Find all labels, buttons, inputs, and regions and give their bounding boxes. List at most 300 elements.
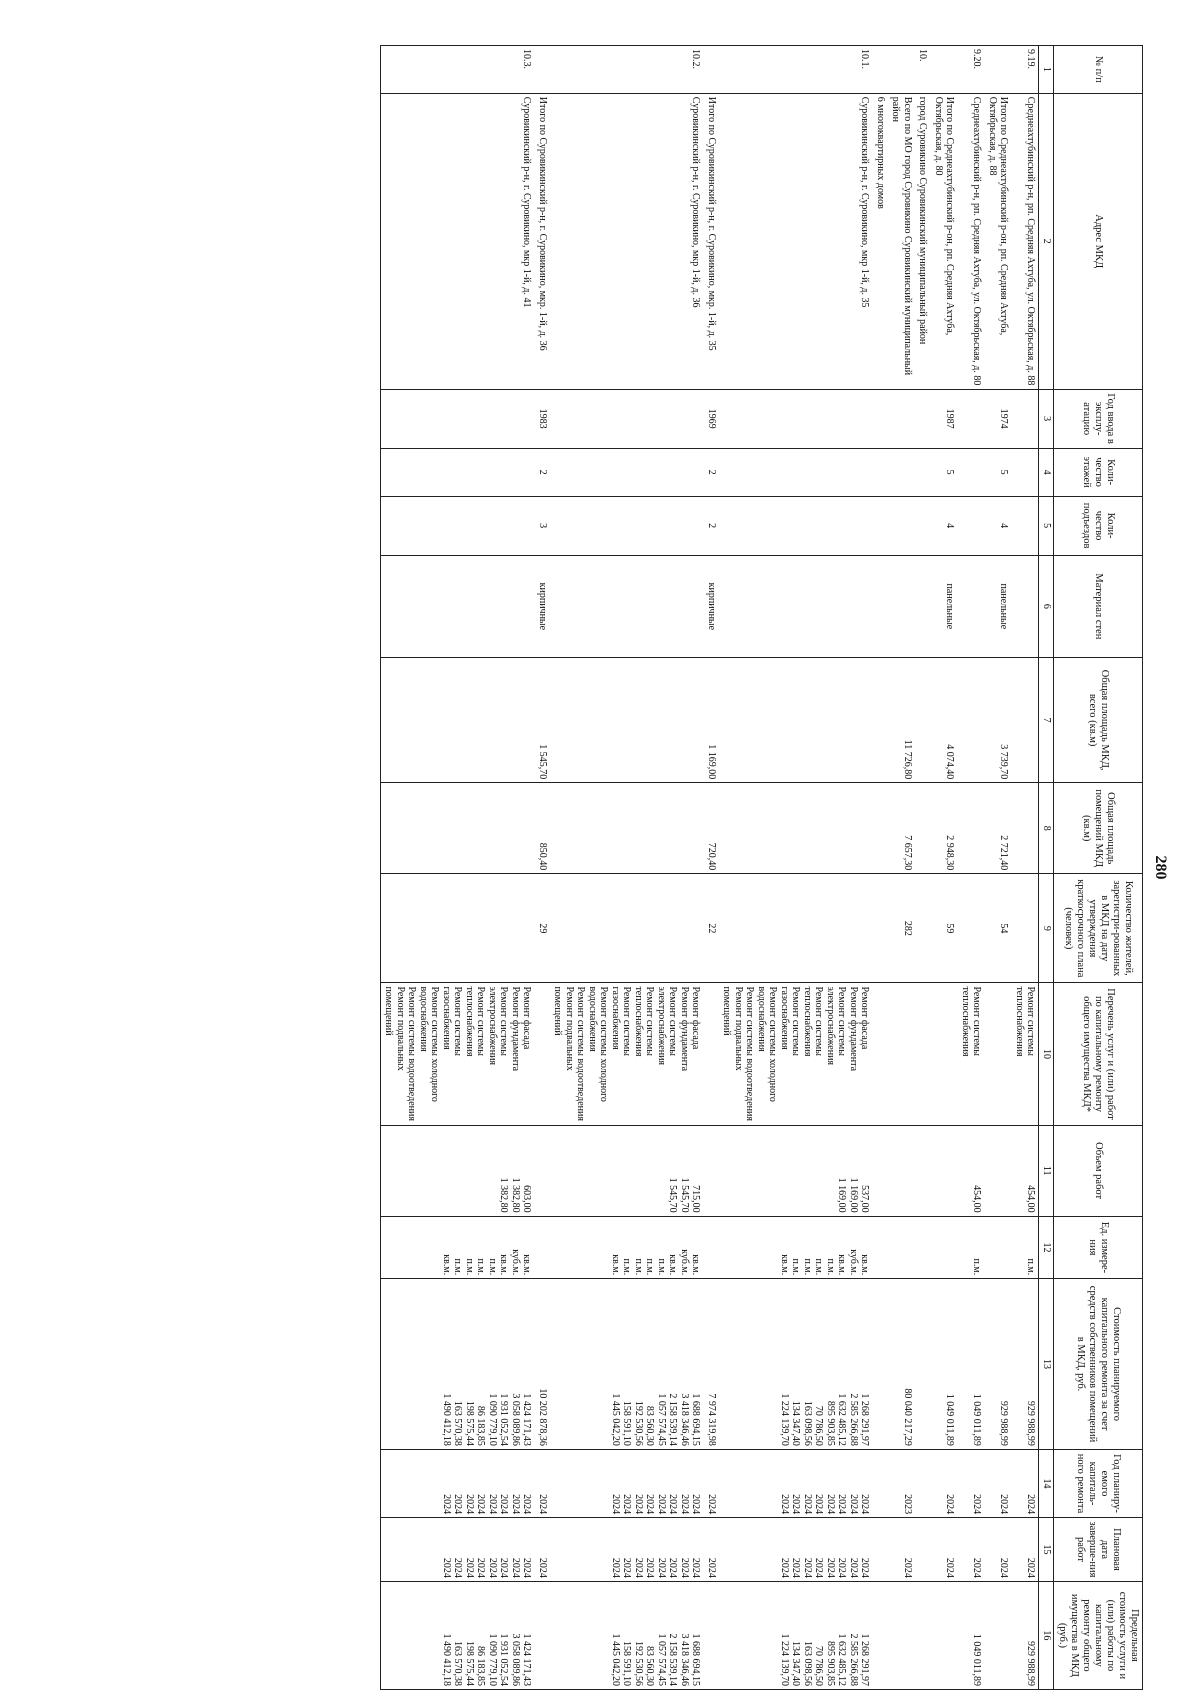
limit-cost-cell: [380, 1581, 534, 1689]
address-cell: Среднеахтубинский р-н, рп. Средняя Ахтуба, ул. Октябрьская, д. 80: [957, 93, 984, 389]
limit-cost-cell-line: 1 931 052,54: [498, 1633, 510, 1686]
row-number: 10.2.: [550, 46, 704, 94]
residents-cell: 54: [984, 874, 1011, 983]
floors-cell: [957, 448, 984, 496]
volume-cell-line: [463, 1129, 475, 1213]
volume-cell: [872, 1125, 888, 1216]
column-header-9: Количество жителей, зарегистри-рованных в МКД на дату утверждения краткосрочного плана (человек): [1053, 874, 1142, 983]
works-cell-line: Ремонт фасада: [690, 986, 702, 1050]
floors-cell: [915, 448, 931, 496]
entrances-cell: [719, 496, 873, 555]
volume-cell-line: 1 382,80: [509, 1177, 521, 1213]
completion-date-cell: [915, 1518, 931, 1582]
table-row: [915, 46, 931, 1690]
works-cell-line: Ремонт фундамента: [509, 986, 521, 1072]
unit-cell-line: кв.м.: [778, 1254, 790, 1276]
entrances-cell: 3: [534, 496, 550, 555]
repair-year-cell-line: 2024: [790, 1494, 802, 1515]
total-area-cell: [957, 658, 984, 783]
wall-material-cell: кирпичные: [534, 555, 550, 657]
volume-cell-line: [475, 1129, 487, 1213]
row-number: 9.20.: [957, 46, 984, 94]
column-header-11: Объем работ: [1053, 1125, 1142, 1216]
cost-cell-line: 70 786,50: [813, 1405, 825, 1446]
table-row: [984, 46, 1011, 1690]
residents-cell: [1011, 874, 1039, 983]
limit-cost-cell: [930, 1581, 957, 1689]
repair-year-cell-line: 2024: [475, 1494, 487, 1515]
works-cell: [550, 983, 704, 1125]
table-row: [703, 46, 719, 1690]
column-number-14: 14: [1039, 1449, 1054, 1517]
row-number: 10.3.: [380, 46, 534, 94]
address-cell: Суровикинский р-н, г. Суровикино, мкр 1-й, д. 35: [719, 93, 873, 389]
unit-cell-line: п.м.: [632, 1258, 644, 1276]
works-cell-line: Ремонт фундамента: [678, 986, 690, 1072]
completion-date-cell-line: 2024: [509, 1557, 521, 1578]
completion-date-cell-line: 2024: [971, 1557, 983, 1578]
works-cell-line: Ремонт системы теплоснабжения: [801, 986, 825, 1057]
repair-year-cell-line: 2024: [690, 1494, 702, 1515]
limit-cost-cell-line: 3 058 089,86: [509, 1633, 521, 1686]
table-body: [380, 46, 1039, 1690]
unit-cell-line: п.м.: [644, 1258, 656, 1276]
cost-cell-line: 3 418 346,46: [678, 1393, 690, 1446]
completion-date-cell: [719, 1518, 873, 1582]
volume-cell: [984, 1125, 1011, 1216]
cost-cell-line: 1 049 011,89: [971, 1393, 983, 1446]
row-number: [703, 46, 719, 94]
column-number-9: 9: [1039, 874, 1054, 983]
repair-year-cell-line: 2024: [667, 1494, 679, 1515]
works-cell: [984, 983, 1011, 1125]
total-area-cell: 3 739,70: [984, 658, 1011, 783]
page-number: 280: [1152, 855, 1169, 880]
rooms-area-cell: [915, 783, 931, 874]
total-area-cell: [719, 658, 873, 783]
cost-cell: [888, 1279, 915, 1450]
unit-cell-line: п.м.: [475, 1258, 487, 1276]
cost-cell-line: 1 057 574,45: [655, 1393, 667, 1446]
total-area-cell: [915, 658, 931, 783]
cost-cell: [534, 1279, 550, 1450]
unit-cell: [957, 1216, 984, 1279]
column-header-2: Адрес МКД: [1053, 93, 1142, 389]
unit-cell-line: п.м.: [824, 1258, 836, 1276]
table-row: [719, 46, 873, 1690]
cost-cell-line: 2 585 266,88: [847, 1393, 859, 1446]
column-number-7: 7: [1039, 658, 1054, 783]
residents-cell: [719, 874, 873, 983]
total-area-cell: 1 545,70: [534, 658, 550, 783]
works-cell-line: Ремонт фундамента: [847, 986, 859, 1072]
works-cell: [703, 983, 719, 1125]
year-built-cell: 1969: [703, 389, 719, 448]
cost-cell-line: 7 974 319,98: [705, 1393, 717, 1446]
residents-cell: [872, 874, 888, 983]
limit-cost-cell: [915, 1581, 931, 1689]
rooms-area-cell: [719, 783, 873, 874]
residents-cell: 22: [703, 874, 719, 983]
volume-cell: [957, 1125, 984, 1216]
column-header-6: Материал стен: [1053, 555, 1142, 657]
volume-cell-line: [621, 1129, 633, 1213]
year-built-cell: [719, 389, 873, 448]
completion-date-cell-line: 2024: [778, 1557, 790, 1578]
completion-date-cell: [872, 1518, 888, 1582]
limit-cost-cell: [703, 1581, 719, 1689]
address-cell: город Суровикино Суровикинский муниципальный район: [915, 93, 931, 389]
floors-cell: [1011, 448, 1039, 496]
repair-year-cell: [957, 1449, 984, 1517]
completion-date-cell: [957, 1518, 984, 1582]
works-cell-line: Ремонт системы холодного водоснабжения: [586, 986, 610, 1102]
row-number: [534, 46, 550, 94]
repair-year-cell-line: 2024: [521, 1494, 533, 1515]
row-number: 9.19.: [1011, 46, 1039, 94]
repair-year-cell-line: 2024: [705, 1494, 717, 1515]
limit-cost-cell-line: 1 049 011,89: [971, 1633, 983, 1686]
wall-material-cell: кирпичные: [703, 555, 719, 657]
unit-cell-line: куб.м.: [678, 1249, 690, 1276]
limit-cost-cell-line: 1 090 779,10: [486, 1633, 498, 1686]
works-cell: [1011, 983, 1039, 1125]
column-number-12: 12: [1039, 1216, 1054, 1279]
works-cell-line: Ремонт системы теплоснабжения: [1013, 986, 1037, 1057]
completion-date-cell-line: 2024: [440, 1557, 452, 1578]
volume-cell: [703, 1125, 719, 1216]
volume-cell: [719, 1125, 873, 1216]
completion-date-cell-line: 2024: [1025, 1557, 1037, 1578]
volume-cell-line: [824, 1129, 836, 1213]
completion-date-cell-line: 2024: [621, 1557, 633, 1578]
cost-cell-line: 1 090 779,10: [486, 1393, 498, 1446]
volume-cell-line: [644, 1129, 656, 1213]
column-header-8: Общая площадь помещений МКД (кв.м): [1053, 783, 1142, 874]
year-built-cell: [550, 389, 704, 448]
repair-year-cell: [719, 1449, 873, 1517]
unit-cell-line: п.м.: [452, 1258, 464, 1276]
completion-date-cell-line: 2024: [498, 1557, 510, 1578]
wall-material-cell: [550, 555, 704, 657]
completion-date-cell-line: 2024: [998, 1557, 1010, 1578]
limit-cost-cell-line: 134 347,40: [790, 1641, 802, 1686]
works-cell: [719, 983, 873, 1125]
repair-year-cell-line: 2024: [536, 1494, 548, 1515]
cost-cell-line: 1 268 291,97: [859, 1393, 871, 1446]
volume-cell-line: [813, 1129, 825, 1213]
repair-year-cell-line: 2024: [847, 1494, 859, 1515]
cost-cell-line: 163 098,56: [801, 1400, 813, 1446]
limit-cost-cell-line: 198 575,44: [463, 1641, 475, 1686]
volume-cell-line: 1 545,70: [678, 1177, 690, 1213]
unit-cell: [550, 1216, 704, 1279]
volume-cell-line: 1 169,00: [847, 1177, 859, 1213]
unit-cell: [915, 1216, 931, 1279]
repair-year-cell-line: 2024: [998, 1494, 1010, 1515]
cost-cell-line: 2 158 539,14: [667, 1393, 679, 1446]
completion-date-cell-line: 2024: [452, 1557, 464, 1578]
cost-cell-line: 1 490 412,18: [440, 1393, 452, 1446]
year-built-cell: 1987: [930, 389, 957, 448]
cost-cell-line: 163 570,38: [452, 1400, 464, 1446]
entrances-cell: [888, 496, 915, 555]
rooms-area-cell: [872, 783, 888, 874]
completion-date-cell-line: 2024: [463, 1557, 475, 1578]
total-area-cell: [1011, 658, 1039, 783]
repair-year-cell: [888, 1449, 915, 1517]
completion-date-cell-line: 2024: [690, 1557, 702, 1578]
address-cell: Суровикинский р-н, г. Суровикино, мкр 1-й, д. 36: [550, 93, 704, 389]
repair-year-cell: [380, 1449, 534, 1517]
limit-cost-cell-line: 1 688 694,15: [690, 1633, 702, 1686]
unit-cell-line: п.м.: [1025, 1258, 1037, 1276]
volume-cell-line: [609, 1129, 621, 1213]
unit-cell-line: п.м.: [813, 1258, 825, 1276]
cost-cell: [872, 1279, 888, 1450]
volume-cell-line: 537,00: [859, 1185, 871, 1213]
header-row: [1053, 46, 1142, 1690]
rooms-area-cell: 2 721,40: [984, 783, 1011, 874]
repair-year-cell-line: 2024: [509, 1494, 521, 1515]
volume-cell-line: [655, 1129, 667, 1213]
column-header-13: Стоимость планируемого капитального ремонта за счет средств собственников помещений в МКД, руб.: [1053, 1279, 1142, 1450]
volume-cell-line: 1 382,80: [498, 1177, 510, 1213]
volume-cell-line: 454,00: [1025, 1185, 1037, 1213]
repair-year-cell-line: 2024: [440, 1494, 452, 1515]
cost-cell: [957, 1279, 984, 1450]
rooms-area-cell: 850,40: [534, 783, 550, 874]
works-cell-line: Ремонт фасада: [859, 986, 871, 1050]
limit-cost-cell-line: 895 903,85: [824, 1641, 836, 1686]
unit-cell-line: кв.м.: [609, 1254, 621, 1276]
limit-cost-cell: [888, 1581, 915, 1689]
total-area-cell: [872, 658, 888, 783]
completion-date-cell-line: 2024: [475, 1557, 487, 1578]
works-cell-line: Ремонт системы электроснабжения: [486, 986, 510, 1066]
residents-cell: 59: [930, 874, 957, 983]
works-cell-line: Ремонт системы водоотведения: [406, 986, 418, 1121]
works-cell: [872, 983, 888, 1125]
repair-year-cell-line: 2024: [1025, 1494, 1037, 1515]
repair-year-cell-line: 2024: [621, 1494, 633, 1515]
repair-plan-table: [380, 45, 1143, 1690]
volume-cell-line: 603,00: [521, 1185, 533, 1213]
column-number-3: 3: [1039, 389, 1054, 448]
entrances-cell: [957, 496, 984, 555]
column-number-11: 11: [1039, 1125, 1054, 1216]
cost-cell-line: 3 058 089,86: [509, 1393, 521, 1446]
column-header-12: Ед. измере-ния: [1053, 1216, 1142, 1279]
unit-cell: [888, 1216, 915, 1279]
column-header-1: № п/п: [1053, 46, 1142, 94]
completion-date-cell-line: 2024: [536, 1557, 548, 1578]
rooms-area-cell: 2 948,30: [930, 783, 957, 874]
completion-date-cell-line: 2024: [801, 1557, 813, 1578]
unit-cell-line: кв.м.: [836, 1254, 848, 1276]
floors-cell: [550, 448, 704, 496]
works-cell-line: Ремонт системы газоснабжения: [778, 986, 802, 1056]
column-number-6: 6: [1039, 555, 1054, 657]
cost-cell: [719, 1279, 873, 1450]
year-built-cell: [380, 389, 534, 448]
wall-material-cell: [380, 555, 534, 657]
total-area-cell: [550, 658, 704, 783]
completion-date-cell-line: 2024: [667, 1557, 679, 1578]
residents-cell: [915, 874, 931, 983]
volume-cell-line: [486, 1129, 498, 1213]
completion-date-cell-line: 2024: [944, 1557, 956, 1578]
address-cell: Итого по Суровикинский р-н, г. Суровикино, мкр. 1-й, д. 35: [703, 93, 719, 389]
cost-cell-line: 1 688 694,15: [690, 1393, 702, 1446]
column-number-15: 15: [1039, 1518, 1054, 1582]
volume-cell-line: 1 545,70: [667, 1177, 679, 1213]
column-header-16: Предельная стоимость услуги и (или) работы по капитальному ремонту общего имущества в МКД (руб.): [1053, 1581, 1142, 1689]
limit-cost-cell: [550, 1581, 704, 1689]
works-cell-line: Ремонт системы водоотведения: [744, 986, 756, 1121]
repair-year-cell-line: 2024: [859, 1494, 871, 1515]
address-cell: Итого по Суровикинский р-н, г. Суровикино, мкр. 1-й, д. 36: [534, 93, 550, 389]
completion-date-cell-line: 2024: [655, 1557, 667, 1578]
residents-cell: 282: [888, 874, 915, 983]
address-cell: Итого по Среднеахтубинский р-он, рп. Средняя Ахтуба, Октябрьская, д. 88: [984, 93, 1011, 389]
floors-cell: 2: [703, 448, 719, 496]
entrances-cell: [915, 496, 931, 555]
unit-cell: [930, 1216, 957, 1279]
floors-cell: 5: [984, 448, 1011, 496]
limit-cost-cell-line: 1 057 574,45: [655, 1633, 667, 1686]
limit-cost-cell-line: 2 158 539,14: [667, 1633, 679, 1686]
entrances-cell: [1011, 496, 1039, 555]
completion-date-cell-line: 2024: [836, 1557, 848, 1578]
repair-year-cell-line: 2023: [901, 1494, 913, 1515]
column-number-1: 1: [1039, 46, 1054, 94]
repair-year-cell-line: 2024: [655, 1494, 667, 1515]
volume-cell-line: 715,00: [690, 1185, 702, 1213]
row-number: [888, 46, 915, 94]
volume-cell-line: [452, 1129, 464, 1213]
rooms-area-cell: 7 657,30: [888, 783, 915, 874]
column-number-8: 8: [1039, 783, 1054, 874]
works-cell: [534, 983, 550, 1125]
column-header-15: Плановая дата заверше-ния работ: [1053, 1518, 1142, 1582]
limit-cost-cell-line: 929 988,99: [1025, 1641, 1037, 1686]
cost-cell-line: 1 049 011,89: [944, 1393, 956, 1446]
entrances-cell: [550, 496, 704, 555]
works-cell: [930, 983, 957, 1125]
works-cell: [957, 983, 984, 1125]
cost-cell: [930, 1279, 957, 1450]
limit-cost-cell-line: 1 424 171,43: [521, 1633, 533, 1686]
floors-cell: [888, 448, 915, 496]
column-header-4: Коли-чество этажей: [1053, 448, 1142, 496]
repair-year-cell-line: 2024: [609, 1494, 621, 1515]
cost-cell-line: 134 347,40: [790, 1400, 802, 1446]
completion-date-cell-line: 2024: [609, 1557, 621, 1578]
completion-date-cell: [703, 1518, 719, 1582]
rotated-sheet: [45, 45, 1185, 1690]
volume-cell-line: [632, 1129, 644, 1213]
rooms-area-cell: [550, 783, 704, 874]
repair-year-cell: [915, 1449, 931, 1517]
cost-cell-line: 10 202 878,36: [536, 1388, 548, 1446]
repair-year-cell: [1011, 1449, 1039, 1517]
wall-material-cell: [888, 555, 915, 657]
wall-material-cell: [719, 555, 873, 657]
repair-year-cell-line: 2024: [632, 1494, 644, 1515]
address-cell: 6 многоквартирных домов: [872, 93, 888, 389]
repair-year-cell-line: 2024: [644, 1494, 656, 1515]
works-cell: [888, 983, 915, 1125]
year-built-cell: [957, 389, 984, 448]
completion-date-cell-line: 2024: [632, 1557, 644, 1578]
volume-cell: [550, 1125, 704, 1216]
cost-cell-line: 86 183,85: [475, 1405, 487, 1446]
works-cell-line: Ремонт системы водоотведения: [575, 986, 587, 1121]
repair-year-cell-line: 2024: [452, 1494, 464, 1515]
column-number-13: 13: [1039, 1279, 1054, 1450]
floors-cell: [872, 448, 888, 496]
volume-cell-line: [790, 1129, 802, 1213]
unit-cell-line: кв.м.: [690, 1254, 702, 1276]
cost-cell-line: 1 931 052,54: [498, 1393, 510, 1446]
repair-year-cell-line: 2024: [801, 1494, 813, 1515]
unit-cell-line: п.м.: [971, 1258, 983, 1276]
repair-year-cell: [930, 1449, 957, 1517]
table-row: [930, 46, 957, 1690]
column-number-5: 5: [1039, 496, 1054, 555]
limit-cost-cell-line: 163 570,38: [452, 1641, 464, 1686]
table-row: [957, 46, 984, 1690]
unit-cell: [703, 1216, 719, 1279]
works-cell-line: Ремонт системы газоснабжения: [609, 986, 633, 1056]
row-number: 10.: [915, 46, 931, 94]
repair-year-cell-line: 2024: [678, 1494, 690, 1515]
entrances-cell: [872, 496, 888, 555]
works-cell-line: Ремонт подвальных помещений: [721, 986, 744, 1071]
volume-cell: [915, 1125, 931, 1216]
completion-date-cell: [550, 1518, 704, 1582]
volume-cell: [930, 1125, 957, 1216]
unit-cell: [1011, 1216, 1039, 1279]
row-number: [930, 46, 957, 94]
works-cell-line: Ремонт системы теплоснабжения: [959, 986, 983, 1057]
completion-date-cell: [930, 1518, 957, 1582]
unit-cell: [872, 1216, 888, 1279]
column-header-7: Общая площадь МКД, всего (кв.м): [1053, 658, 1142, 783]
limit-cost-cell-line: 1 632 485,12: [836, 1633, 848, 1686]
table-row: [872, 46, 888, 1690]
address-cell: Всего по МО город Суровикино Суровикинский муниципальный район: [888, 93, 915, 389]
unit-cell-line: п.м.: [463, 1258, 475, 1276]
limit-cost-cell-line: 1 224 139,70: [778, 1633, 790, 1686]
cost-cell-line: 1 424 171,43: [521, 1393, 533, 1446]
cost-cell-line: 192 530,56: [632, 1400, 644, 1446]
completion-date-cell-line: 2024: [678, 1557, 690, 1578]
table-row: [380, 46, 534, 1690]
completion-date-cell-line: 2024: [824, 1557, 836, 1578]
completion-date-cell-line: 2024: [813, 1557, 825, 1578]
repair-year-cell-line: 2024: [463, 1494, 475, 1515]
entrances-cell: 4: [930, 496, 957, 555]
wall-material-cell: [1011, 555, 1039, 657]
wall-material-cell: [915, 555, 931, 657]
residents-cell: [380, 874, 534, 983]
repair-year-cell-line: 2024: [944, 1494, 956, 1515]
column-header-14: Год планиру-емого капиталь-ного ремонта: [1053, 1449, 1142, 1517]
unit-cell-line: кв.м.: [667, 1254, 679, 1276]
volume-cell-line: [440, 1129, 452, 1213]
